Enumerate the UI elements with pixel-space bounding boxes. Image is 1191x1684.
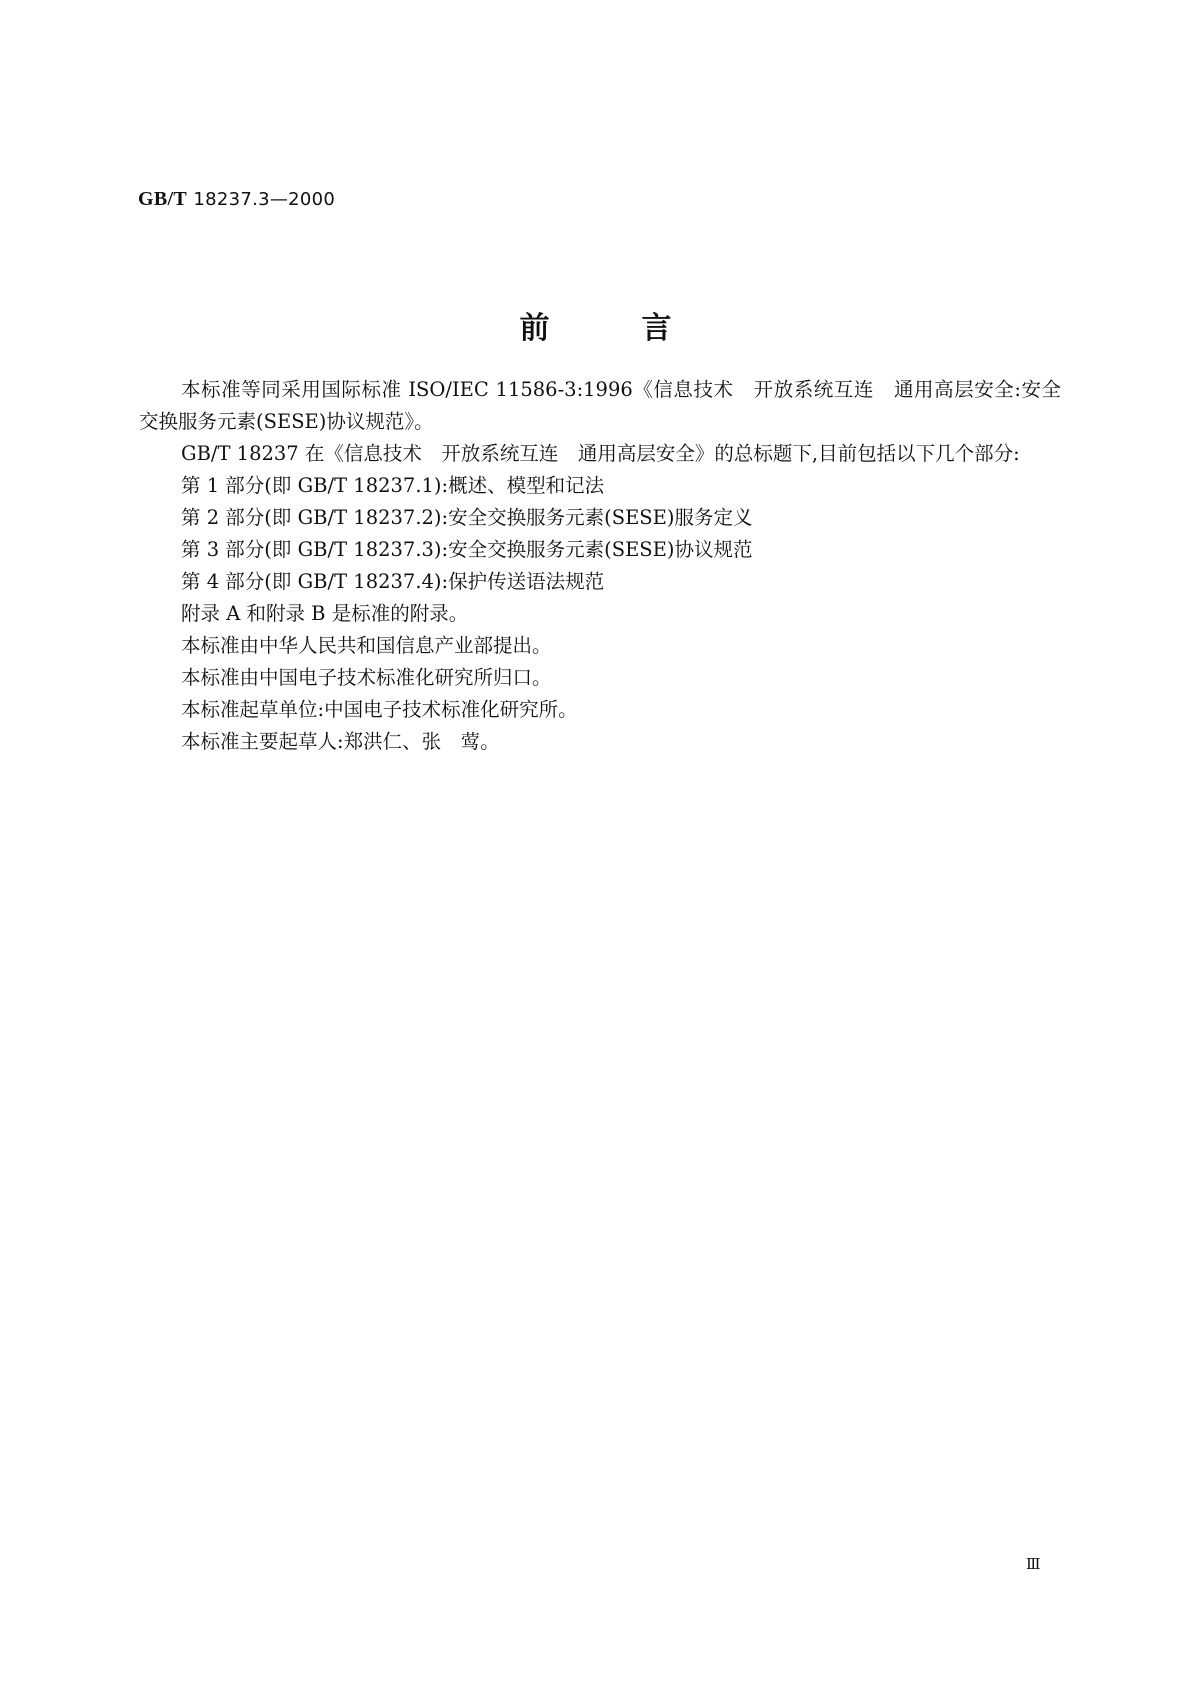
paragraph-annexes: 附录 A 和附录 B 是标准的附录。 [181,602,469,625]
standard-number: 18237.3—2000 [193,189,336,210]
paragraph-proposer: 本标准由中华人民共和国信息产业部提出。 [181,634,552,657]
page-number: Ⅲ [1026,1555,1041,1573]
paragraph-drafters: 本标准主要起草人:郑洪仁、张 莺。 [181,730,500,753]
paragraph-series-intro: GB/T 18237 在《信息技术 开放系统互连 通用高层安全》的总标题下,目前包括以下几个部分: [181,442,1020,465]
standard-prefix: GB/T [138,188,187,210]
foreword-body [139,374,1061,758]
title-char-2: 言 [641,311,672,346]
standard-code [138,188,335,211]
title-char-1: 前 [519,311,550,346]
paragraph-part-3: 第 3 部分(即 GB/T 18237.3):安全交换服务元素(SESE)协议规范 [181,538,753,561]
paragraph-centralized: 本标准由中国电子技术标准化研究所归口。 [181,666,552,689]
paragraph-part-1: 第 1 部分(即 GB/T 18237.1):概述、模型和记法 [181,474,605,497]
paragraph-drafting-unit: 本标准起草单位:中国电子技术标准化研究所。 [181,698,578,721]
page-title [0,303,1191,347]
paragraph-part-2: 第 2 部分(即 GB/T 18237.2):安全交换服务元素(SESE)服务定义 [181,506,753,529]
paragraph-adoption: 本标准等同采用国际标准 ISO/IEC 11586-3:1996《信息技术 开放系统互连 通用高层安全:安全交换服务元素(SESE)协议规范》。 [139,378,1061,433]
paragraph-part-4: 第 4 部分(即 GB/T 18237.4):保护传送语法规范 [181,570,605,593]
